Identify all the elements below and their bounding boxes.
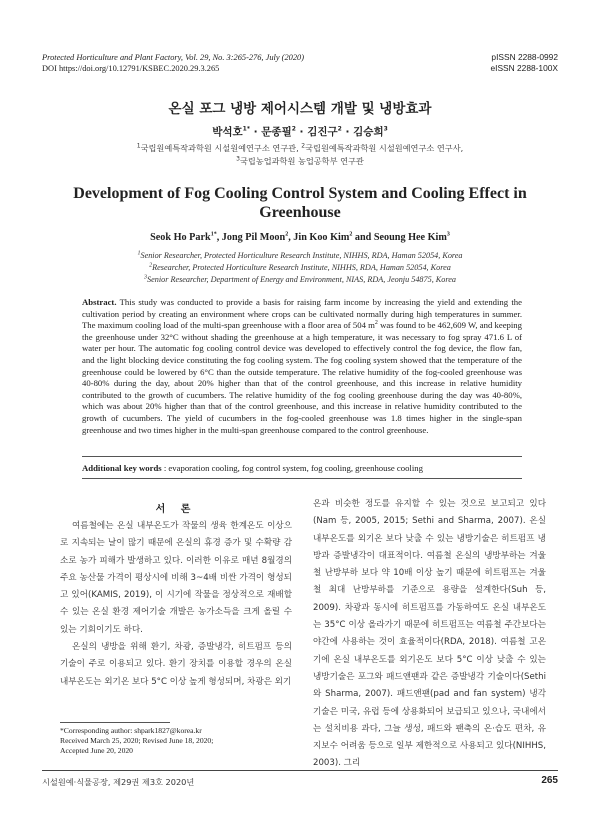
issn-block: [490, 52, 558, 74]
aff-sup: 2: [149, 262, 153, 269]
footnote-rule: [60, 722, 170, 723]
received-dates: Received March 25, 2020; Revised June 18, 2020;: [60, 736, 214, 745]
korean-title: 온실 포그 냉방 제어시스템 개발 및 냉방효과: [168, 101, 432, 117]
journal-citation: Protected Horticulture and Plant Factory, Vol. 29, No. 3:265-276, July (2020): [42, 53, 304, 62]
aff-sup: 1: [137, 250, 141, 257]
keywords: [82, 463, 522, 473]
keywords-text: : evaporation cooling, fog control system, fog cooling, greenhouse cooling: [161, 463, 423, 473]
divider-bottom: [82, 478, 522, 479]
author-sup: 2: [349, 231, 353, 238]
aff-sup: 3: [236, 155, 240, 163]
intro-paragraph-2: 온실의 냉방을 위해 환기, 차광, 증발냉각, 히트펌프 등의 기술이 주로 이용되고 있다. 환기 장치를 이용할 경우의 온실 내부온도는 외기온 보다 5°C 이상 높게 형성되며, 차광은 외기: [60, 642, 292, 687]
author-separator: ·: [295, 126, 308, 138]
footnote: [60, 726, 300, 756]
author-separator: ·: [341, 126, 354, 138]
korean-affiliation-3: 국립농업과학원 농업공학부 연구관: [239, 156, 364, 166]
english-affiliation-2-line: [0, 263, 600, 272]
english-affiliation-2: Researcher, Protected Horticulture Research Institute, NIHHS, RDA, Haman 52054, Korea: [152, 263, 451, 272]
abstract-text-a: This study was conducted to provide a basis for raising farm income by increasing the yield and extending the cultivation period by creating an environment where crops can be cultivated normally during high temperatures in summer. The maximum cooling load of the multi-span greenhouse with a floor area of 504 m: [82, 297, 523, 331]
author-name: Seok Ho Park: [150, 232, 211, 243]
english-affiliation-3: Senior Researcher, Department of Energy and Environment, NIAS, RDA, Jeonju 54875, Korea: [147, 275, 456, 284]
journal-header: [42, 52, 304, 74]
korean-affiliation-line-1: [0, 143, 600, 154]
author-name: Seoung Hee Kim: [373, 232, 447, 243]
author-name: 문종필: [261, 126, 292, 138]
aff-sup: 2: [301, 142, 306, 150]
left-column: [60, 518, 292, 691]
author-name: 박석호: [212, 126, 243, 138]
corresponding-author: *Corresponding author: shpark1827@korea.kr: [60, 726, 202, 735]
section-title: 서 론: [155, 504, 197, 515]
korean-affiliation-line-2: [0, 156, 600, 167]
accepted-date: Accepted June 20, 2020: [60, 746, 133, 755]
author-sup: 3: [446, 231, 450, 238]
korean-affiliation-2: 국립원예특작과학원 시설원예연구소 연구사,: [305, 143, 464, 153]
english-authors: Seok Ho Park$^{1*}$, Jong Pil Moon$^2$, Jin Koo Kim$^2$ and Seoung Hee Kim$^3$: [150, 231, 450, 243]
abstract-label: Abstract.: [82, 297, 117, 307]
aff-sup: 1: [136, 142, 141, 150]
abstract-text-b: was found to be 462,609 W, and keeping the greenhouse under 32°C without shading the greenhouse at a high temperature, it was necessary to fog spray 471.6 L of water per hour. The automatic fog cooling control device was developed to effectively control the fog device, the flow fan, and the light blocking device constituting the fog cooling system. The fog cooling system showed that the temperature of the greenhouse could be lowered by 6°C than the outside temperature. The relative humidity of the fog-cooled greenhouse was 40-80% during the day, about 20% higher than that of the control greenhouse, and this increase in relative humidity contributed to the growth of cucumbers. The relative humidity of the fog cooling greenhouse during the day was 40-80%, which was about 20% higher than that of the control greenhouse, and this increase in relative humidity contributed to the growth of cucumbers. The yield of cucumbers in the fog-cooled greenhouse was 1.8 times higher in the single-span greenhouse and two times higher in the multi-span greenhouse compared to the control greenhouse.: [82, 320, 522, 435]
author-name: Jin Koo Kim: [293, 232, 350, 243]
author-sup: 1*: [242, 125, 250, 133]
korean-affiliation-1: 국립원예특작과학원 시설원예연구소 연구관,: [140, 143, 299, 153]
author-name: 김진구: [307, 126, 338, 138]
author-name: Jong Pil Moon: [221, 232, 286, 243]
eissn: eISSN 2288-100X: [490, 63, 558, 73]
korean-authors: [0, 124, 600, 139]
page-number: 265: [541, 775, 558, 786]
divider-top: [82, 456, 522, 457]
footer-rule: [42, 770, 558, 771]
footer-journal: 시설원예·식물공장, 제29권 제3호 2020년: [42, 777, 195, 787]
author-sup: 2: [291, 125, 296, 133]
author-sup: 2: [337, 125, 342, 133]
keywords-label: Additional key words: [82, 463, 162, 473]
author-sup: 2: [285, 231, 289, 238]
doi-link[interactable]: DOI https://doi.org/10.12791/KSBEC.2020.29.3.265: [42, 64, 220, 73]
author-name: 김승희: [353, 126, 384, 138]
abstract: [82, 297, 522, 436]
english-affiliation-1: Senior Researcher, Protected Horticulture Research Institute, NIHHS, RDA, Haman 52054, Korea: [140, 251, 463, 260]
english-title: Development of Fog Cooling Control System and Cooling Effect in Greenhouse: [73, 185, 527, 221]
intro-paragraph-1: 여름철에는 온실 내부온도가 작물의 생육 한계온도 이상으로 지속되는 날이 많기 때문에 온실의 휴경 증가 및 수확량 감소로 농가 피해가 발생하고 있다. 이러한 이유로 매년 8월경의 주요 농산물 가격이 평상시에 비해 3~4배 비싼 가격이 형성되고 있어(KAMIS, 2019), 이 시기에 작물을 정상적으로 재배할 수 있는 온실 환경 제어기술 개발은 농가소득을 크게 올릴 수 있는 기회이기도 하다.: [60, 521, 292, 635]
english-affiliation-1-line: [0, 251, 600, 260]
intro-paragraph-3: 온과 비슷한 정도를 유지할 수 있는 것으로 보고되고 있다(Nam 등, 2005, 2015; Sethi and Sharma, 2007). 온실 내부온도를 외기온 보다 낮출 수 있는 냉방기술은 히트펌프 냉방과 증발냉각이 대표적이다. 여름철 온실의 냉방부하는 겨울철 난방부하 보다 약 10배 이상 높기 때문에 히트펌프는 겨울철 최대 난방부하를 기준으로 용량을 설계한다(Suh 등, 2009). 차광과 동시에 히트펌프를 가동하여도 온실 내부온도는 35°C 이상 올라가기 때문에 히트펌프는 여름철 주간보다는 야간에 사용하는 것이 효율적이다(RDA, 2018). 여름철 고온기에 온실 내부온도를 외기온도 보다 5°C 이상 낮출 수 있는 냉방기술은 포그와 패드앤팬과 같은 증발냉각 기술이다(Sethi와 Sharma, 2007). 패드앤팬(pad and fan system) 냉각기술은 미국, 유럽 등에 상용화되어 보급되고 있으나, 국내에서는 설치비용 과다, 그늘 생성, 패드와 팬축의 온·습도 편차, 유지보수 어려움 등으로 일부 제한적으로 사용되고 있다(NIHHS, 2003). 그리: [313, 499, 546, 769]
pissn: pISSN 2288-0992: [491, 52, 558, 62]
author-sup: 3: [383, 125, 388, 133]
right-column: [313, 496, 546, 773]
english-affiliation-3-line: [0, 275, 600, 284]
author-separator: ·: [249, 126, 262, 138]
author-and: and: [352, 232, 374, 243]
aff-sup: 3: [144, 274, 148, 281]
author-sup: 1*: [210, 231, 217, 238]
abstract-sup: 2: [374, 320, 378, 327]
